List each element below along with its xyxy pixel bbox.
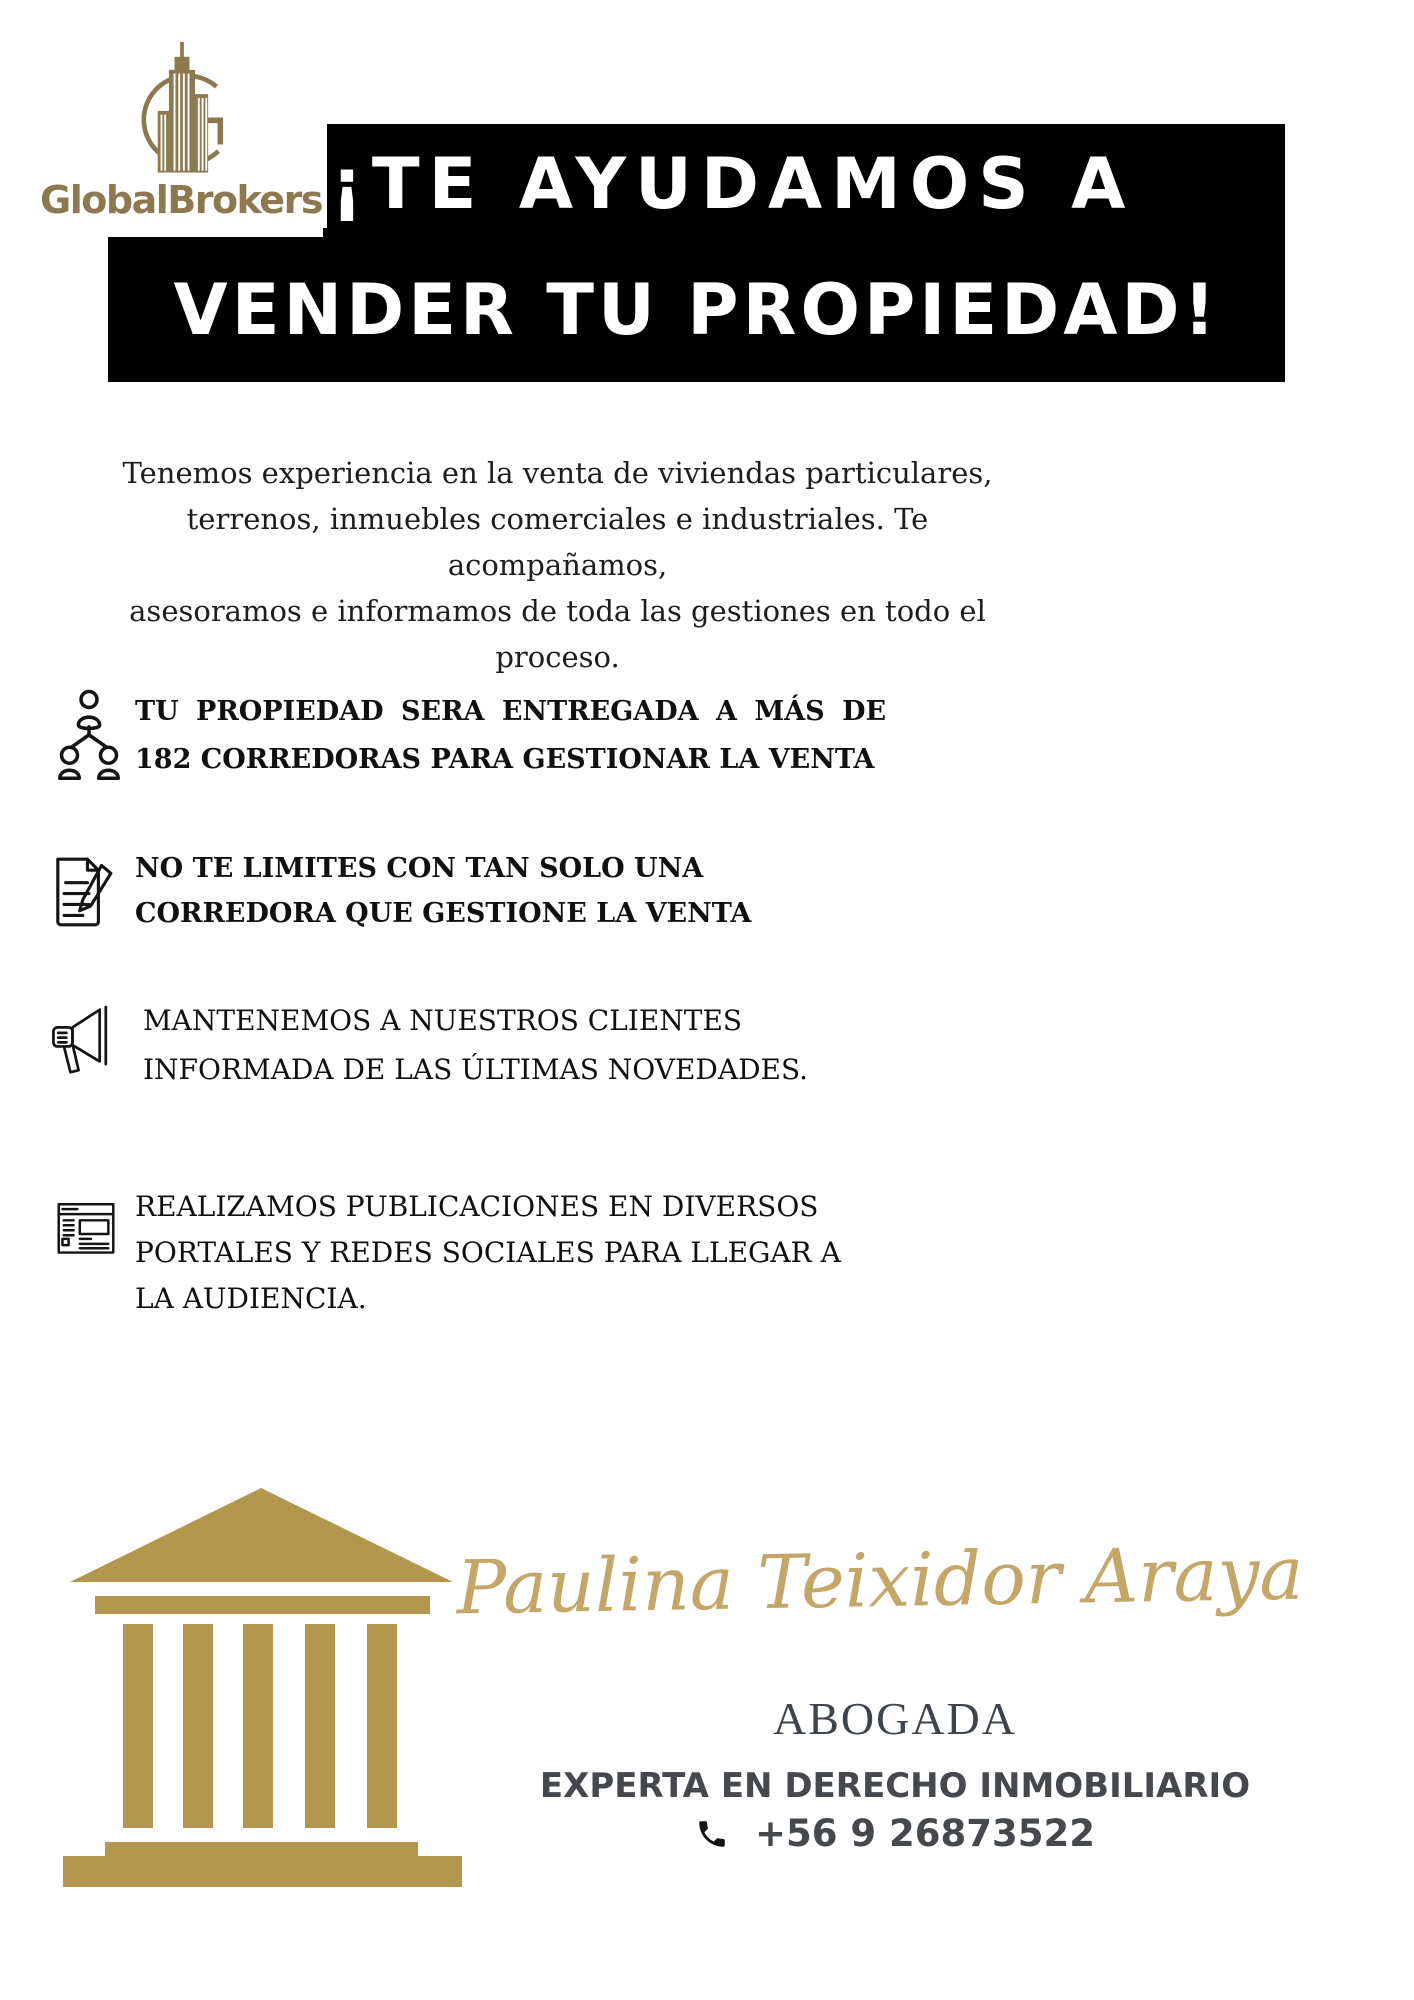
megaphone-icon — [48, 996, 116, 1086]
headline-line-2: VENDER TU PROPIEDAD! — [173, 268, 1220, 351]
bullet-line: REALIZAMOS PUBLICACIONES EN DIVERSOS — [135, 1190, 819, 1223]
bullet-2-text — [135, 846, 751, 936]
headline-line-1: ¡TE AYUDAMOS A — [331, 143, 1135, 225]
bullet-line: PORTALES Y REDES SOCIALES PARA LLEGAR A — [135, 1236, 841, 1269]
intro-line: terrenos, inmuebles comerciales e industriales. Te acompañamos, — [186, 502, 929, 582]
network-people-icon — [58, 686, 120, 782]
newspaper-icon — [55, 1188, 117, 1270]
bullet-line: NO TE LIMITES CON TAN SOLO UNA — [135, 853, 704, 884]
intro-paragraph — [110, 450, 1005, 680]
bullet-line: TU PROPIEDAD SERA ENTREGADA A MÁS DE — [135, 696, 887, 727]
bullet-3-text — [143, 996, 808, 1094]
specialty-line: EXPERTA EN DERECHO INMOBILIARIO — [539, 1766, 1251, 1806]
bullet-line: MANTENEMOS A NUESTROS CLIENTES — [143, 1004, 743, 1037]
courthouse-icon — [60, 1484, 462, 1888]
signature-paulina-teixidor-araya: Paulina Teixidor Araya — [455, 1530, 1305, 1632]
bullet-line: 182 CORREDORAS PARA GESTIONAR LA VENTA — [135, 744, 875, 775]
intro-line: Tenemos experiencia en la venta de viviendas particulares, — [122, 456, 993, 490]
document-pen-icon — [50, 850, 114, 934]
brand-wordmark: GlobalBrokers — [40, 178, 322, 222]
bullet-line: INFORMADA DE LAS ÚLTIMAS NOVEDADES. — [143, 1053, 809, 1086]
bullet-1-text — [135, 688, 886, 784]
phone-number: +56 9 26873522 — [755, 1812, 1095, 1855]
phone-icon — [695, 1817, 729, 1851]
bullet-4-text — [135, 1184, 841, 1322]
global-brokers-logo — [35, 36, 327, 228]
intro-line: asesoramos e informamos de toda las gestiones en todo el proceso. — [129, 594, 986, 674]
role-title: ABOGADA — [773, 1693, 1017, 1744]
phone-row — [430, 1812, 1360, 1855]
bullet-line: LA AUDIENCIA. — [135, 1282, 367, 1315]
bullet-line: CORREDORA QUE GESTIONE LA VENTA — [135, 898, 752, 929]
building-circle-logo-icon — [123, 40, 241, 180]
